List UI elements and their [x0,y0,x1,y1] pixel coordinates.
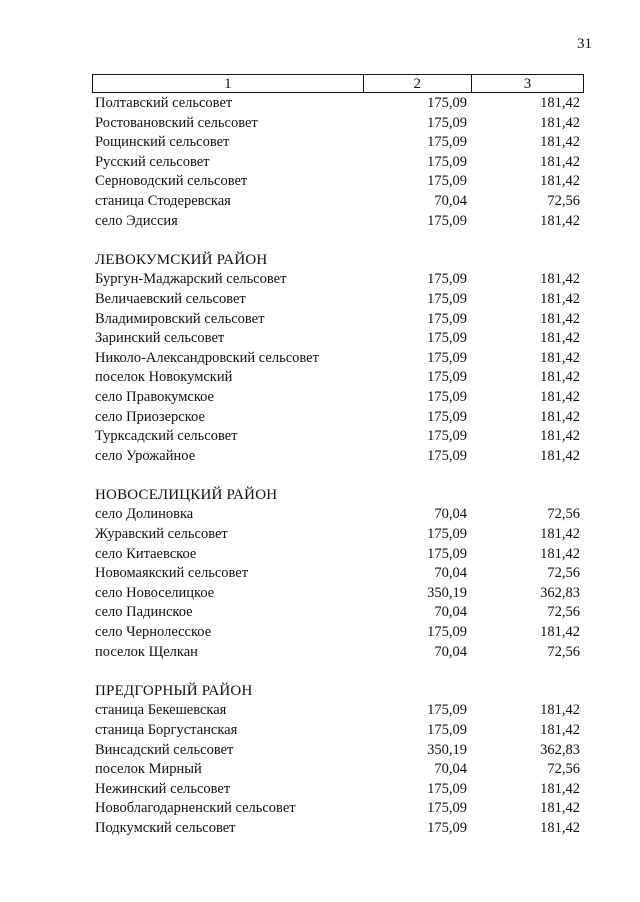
row-value-col-3: 181,42 [540,153,580,170]
row-value-col-3: 181,42 [540,722,580,738]
row-value-col-3: 72,56 [547,565,580,582]
row-name: Журавский сельсовет [95,526,228,543]
table-row [95,741,585,761]
header-col-2: 2 [363,75,471,93]
row-value-col-2: 175,09 [427,212,467,229]
row-value-col-3: 72,56 [547,761,580,778]
row-value-col-2: 175,09 [427,800,467,817]
table-row [95,505,585,525]
table-row [95,329,585,349]
table-row [95,819,585,839]
row-value-col-3: 181,42 [540,819,580,836]
row-value-col-2: 175,09 [427,545,467,562]
row-name: поселок Новокумский [95,369,233,386]
row-name: станица Боргустанская [95,722,238,738]
row-value-col-3: 181,42 [540,134,580,151]
row-value-col-2: 175,09 [427,290,467,307]
row-name: Серноводский сельсовет [95,173,248,190]
row-value-col-3: 181,42 [540,271,580,288]
row-value-col-3: 72,56 [547,192,580,209]
section-gap [95,466,585,486]
row-value-col-3: 181,42 [540,388,580,405]
row-value-col-3: 181,42 [540,369,580,386]
table-row [95,153,585,173]
table-row [95,799,585,819]
row-value-col-3: 181,42 [540,428,580,445]
row-name: Полтавский сельсовет [95,95,233,111]
row-value-col-2: 175,09 [427,349,467,366]
table-row [95,780,585,800]
row-name: поселок Щелкан [95,643,198,660]
table-row [95,270,585,290]
row-name: Ростовановский сельсовет [95,114,258,131]
row-name: Винсадский сельсовет [95,741,234,758]
row-value-col-2: 175,09 [427,702,467,719]
table-row [95,408,585,428]
row-value-col-3: 181,42 [540,95,580,111]
section-title: ПРЕДГОРНЫЙ РАЙОН [95,682,253,699]
table-header [92,74,584,93]
row-value-col-2: 175,09 [427,624,467,641]
row-value-col-2: 175,09 [427,330,467,347]
row-name: село Правокумское [95,388,214,405]
table-row [95,643,585,663]
row-name: село Падинское [95,604,193,621]
row-name: село Урожайное [95,447,196,464]
row-name: Заринский сельсовет [95,330,225,347]
table-row [95,114,585,134]
row-value-col-2: 70,04 [434,506,467,523]
table-body [95,94,585,839]
row-name: Николо-Александровский сельсовет [95,349,319,366]
row-name: село Приозерское [95,408,205,425]
row-value-col-3: 181,42 [540,310,580,327]
row-value-col-3: 72,56 [547,643,580,660]
table-row [95,603,585,623]
row-value-col-3: 181,42 [540,800,580,817]
row-value-col-2: 175,09 [427,134,467,151]
row-value-col-3: 362,83 [540,741,580,758]
table-row [95,701,585,721]
row-value-col-2: 175,09 [427,95,467,111]
table-row [95,310,585,330]
row-value-col-2: 175,09 [427,173,467,190]
table-row [95,427,585,447]
row-value-col-2: 175,09 [427,114,467,131]
row-value-col-2: 175,09 [427,310,467,327]
header-row [93,75,584,93]
table-row [95,721,585,741]
row-name: село Эдиссия [95,212,178,229]
row-name: Новомаякский сельсовет [95,565,249,582]
row-value-col-2: 175,09 [427,780,467,797]
section-title: ЛЕВОКУМСКИЙ РАЙОН [95,251,268,268]
row-value-col-3: 181,42 [540,114,580,131]
section-gap [95,231,585,251]
row-name: Подкумский сельсовет [95,819,236,836]
table-row [95,290,585,310]
row-value-col-3: 181,42 [540,545,580,562]
page-number: 31 [577,36,592,52]
table-row [95,525,585,545]
table-row [95,368,585,388]
row-value-col-3: 181,42 [540,780,580,797]
row-name: село Чернолесское [95,624,212,641]
row-value-col-2: 175,09 [427,428,467,445]
row-value-col-2: 70,04 [434,643,467,660]
row-name: Русский сельсовет [95,153,210,170]
row-value-col-2: 70,04 [434,604,467,621]
row-value-col-3: 181,42 [540,447,580,464]
table-row [95,172,585,192]
row-name: Новоблагодарненский сельсовет [95,800,296,817]
row-value-col-3: 72,56 [547,604,580,621]
row-name: Величаевский сельсовет [95,290,246,307]
row-name: Рощинский сельсовет [95,134,230,151]
row-name: Бургун-Маджарский сельсовет [95,271,287,288]
row-value-col-3: 181,42 [540,526,580,543]
row-value-col-2: 175,09 [427,722,467,738]
row-name: станица Стодеревская [95,192,231,209]
row-value-col-2: 175,09 [427,369,467,386]
row-value-col-2: 175,09 [427,388,467,405]
row-name: Нежинский сельсовет [95,780,231,797]
row-value-col-2: 350,19 [427,584,467,601]
section-title: НОВОСЕЛИЦКИЙ РАЙОН [95,486,278,503]
table-row [95,623,585,643]
table-row [95,760,585,780]
row-value-col-3: 72,56 [547,506,580,523]
row-name: село Долиновка [95,506,194,523]
table-row [95,212,585,232]
row-name: село Новоселицкое [95,584,215,601]
row-value-col-3: 181,42 [540,702,580,719]
row-value-col-3: 181,42 [540,624,580,641]
row-value-col-3: 181,42 [540,290,580,307]
table-row [95,94,585,114]
row-name: станица Бекешевская [95,702,227,719]
row-value-col-2: 175,09 [427,526,467,543]
row-value-col-2: 70,04 [434,565,467,582]
row-value-col-3: 181,42 [540,349,580,366]
section-gap [95,662,585,682]
row-name: поселок Мирный [95,761,202,778]
row-value-col-2: 175,09 [427,447,467,464]
table-row [95,447,585,467]
row-value-col-2: 175,09 [427,153,467,170]
row-value-col-2: 175,09 [427,819,467,836]
row-value-col-3: 362,83 [540,584,580,601]
table-row [95,545,585,565]
row-value-col-3: 181,42 [540,408,580,425]
row-value-col-2: 70,04 [434,192,467,209]
table-row [95,192,585,212]
row-value-col-3: 181,42 [540,212,580,229]
row-name: село Китаевское [95,545,197,562]
row-name: Турксадский сельсовет [95,428,238,445]
table-row [95,564,585,584]
header-col-1: 1 [93,75,364,93]
header-col-3: 3 [471,75,583,93]
row-value-col-2: 175,09 [427,408,467,425]
table-row [95,584,585,604]
table-row [95,133,585,153]
row-value-col-2: 175,09 [427,271,467,288]
table-row [95,349,585,369]
row-value-col-3: 181,42 [540,173,580,190]
row-name: Владимировский сельсовет [95,310,265,327]
table-row [95,388,585,408]
row-value-col-2: 70,04 [434,761,467,778]
row-value-col-2: 350,19 [427,741,467,758]
row-value-col-3: 181,42 [540,330,580,347]
